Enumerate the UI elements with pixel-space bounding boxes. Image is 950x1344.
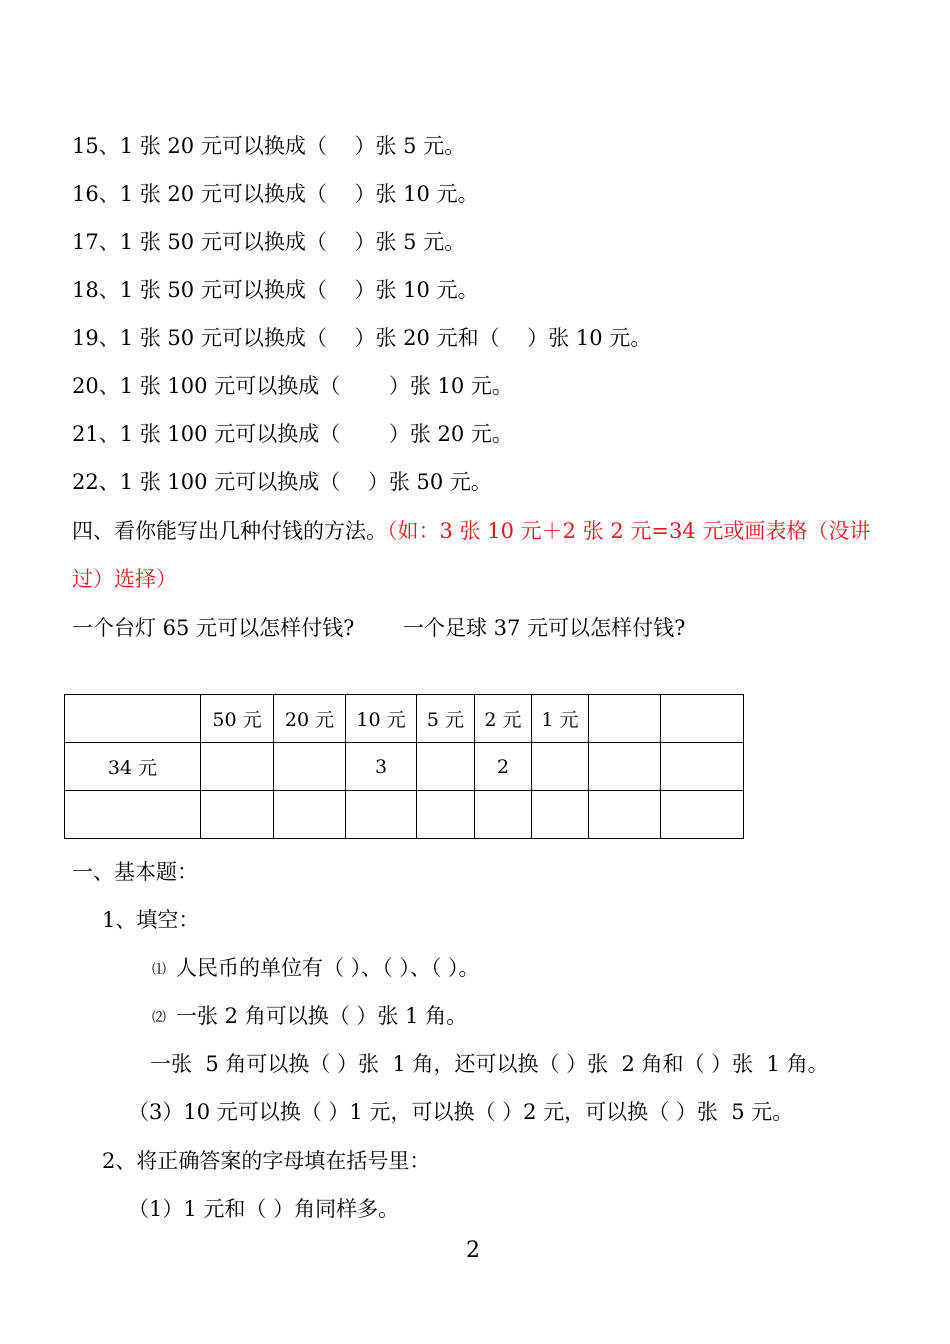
payment-table	[64, 694, 744, 839]
table-cell	[532, 791, 589, 839]
table-cell	[201, 743, 274, 791]
subsection1-title: 1、填空：	[102, 908, 200, 932]
fill-item-2b: 一张 5 角可以换（ ）张 1 角，还可以换（ ）张 2 角和（ ）张 1 角。	[150, 1052, 829, 1076]
table-cell: 20 元	[274, 695, 346, 743]
question-16: 16、1 张 20 元可以换成（ ）张 10 元。	[72, 182, 479, 206]
fill-item-1	[152, 953, 480, 985]
table-cell	[201, 791, 274, 839]
table-cell	[661, 743, 744, 791]
table-cell: 34 元	[65, 743, 201, 791]
section4-note-continued: 过）选择）	[72, 567, 177, 591]
page-number: 2	[466, 1238, 480, 1263]
item-marker: ⑴	[152, 961, 166, 978]
fill-item-3: （3）10 元可以换（ ）1 元，可以换（ ）2 元，可以换（ ）张 5 元。	[128, 1100, 794, 1124]
table-cell	[65, 791, 201, 839]
section1-title: 一、基本题：	[72, 860, 198, 884]
table-cell	[65, 695, 201, 743]
table-cell	[346, 791, 417, 839]
table-cell	[589, 743, 661, 791]
question-17: 17、1 张 50 元可以换成（ ）张 5 元。	[72, 230, 466, 254]
choice-item-1: （1）1 元和（ ）角同样多。	[128, 1197, 400, 1221]
question-21: 21、1 张 100 元可以换成（ ）张 20 元。	[72, 422, 513, 446]
item-marker: ⑵	[152, 1009, 166, 1026]
table-cell: 2 元	[475, 695, 532, 743]
fill-item-2	[152, 1001, 467, 1033]
table-cell: 10 元	[346, 695, 417, 743]
table-cell: 3	[346, 743, 417, 791]
table-cell: 2	[475, 743, 532, 791]
section4-note: （如：3 张 10 元＋2 张 2 元=34 元或画表格（没讲	[387, 519, 871, 543]
table-row	[65, 743, 744, 791]
question-19: 19、1 张 50 元可以换成（ ）张 20 元和（ ）张 10 元。	[72, 326, 652, 350]
section4-heading	[72, 516, 870, 546]
section4-prompt: 一个台灯 65 元可以怎样付钱? 一个足球 37 元可以怎样付钱?	[72, 616, 686, 640]
question-18: 18、1 张 50 元可以换成（ ）张 10 元。	[72, 278, 479, 302]
table-cell	[274, 743, 346, 791]
question-20: 20、1 张 100 元可以换成（ ）张 10 元。	[72, 374, 513, 398]
subsection2-title: 2、将正确答案的字母填在括号里：	[102, 1149, 431, 1173]
table-cell	[532, 743, 589, 791]
table-header-row	[65, 695, 744, 743]
table-cell	[589, 695, 661, 743]
table-row	[65, 791, 744, 839]
table-cell	[589, 791, 661, 839]
table-cell: 50 元	[201, 695, 274, 743]
question-22: 22、1 张 100 元可以换成（ ）张 50 元。	[72, 470, 492, 494]
table-cell: 5 元	[417, 695, 475, 743]
table-cell	[661, 791, 744, 839]
table-cell	[417, 743, 475, 791]
table-cell	[661, 695, 744, 743]
question-15: 15、1 张 20 元可以换成（ ）张 5 元。	[72, 134, 466, 158]
table-cell	[475, 791, 532, 839]
table-cell	[274, 791, 346, 839]
section4-title: 四、看你能写出几种付钱的方法。	[72, 519, 387, 543]
item-text: 一张 2 角可以换（ ）张 1 角。	[176, 1004, 468, 1028]
table-cell	[417, 791, 475, 839]
table-cell: 1 元	[532, 695, 589, 743]
item-text: 人民币的单位有（ ）、（ ）、（ ）。	[176, 956, 480, 980]
